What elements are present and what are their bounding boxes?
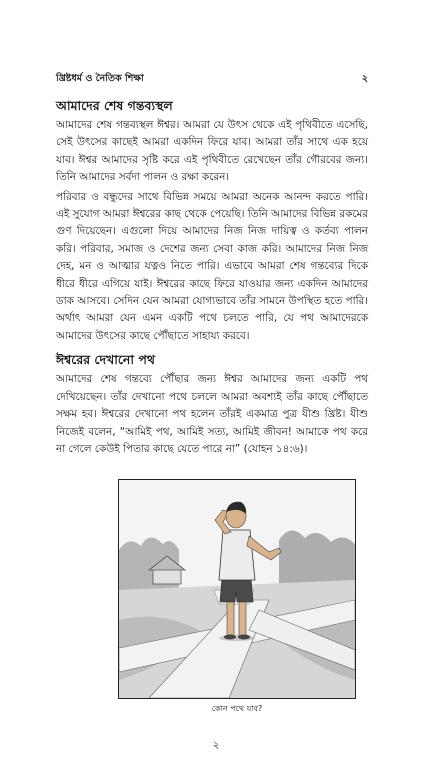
page-content: [56, 98, 368, 460]
header-page-number: ২: [361, 73, 368, 84]
footer-page-number: ২: [212, 740, 220, 751]
paragraph: আমাদের শেষ গন্তব্যস্থল ঈশ্বর। আমরা যে উৎস থেকে এই পৃথিবীতে এসেছি, সেই উৎসের কাছেই আমরা একদিন ফিরে যাব। আমরা তাঁর সাথে এক হয়ে যাব। ঈশ্বর আমাদের সৃষ্টি করে এই পৃথিবীতে রেখেছেন তাঁর গৌরবের জন্য। তিনি আমাদের সর্বদা পালন ও রক্ষা করেন।: [56, 119, 368, 184]
book-title: খ্রিষ্টধর্ম ও নৈতিক শিক্ষা: [56, 73, 144, 84]
paragraph: আমাদের শেষ গন্তব্যে পৌঁছার জন্য ঈশ্বর আমাদের জন্য একটি পথ দেখিয়েছেন। তাঁর দেখানো পথে চললে আমরা অবশ্যই তাঁর কাছে পৌঁছাতে সক্ষম হব। ঈশ্বরের দেখানো পথ হলেন তাঁরই একমাত্র পুত্র যীশু খ্রিষ্ট। যীশু নিজেই বলেন, “আমিই পথ, আমিই সত্য, আমিই জীবন! আমাকে পথ করে না গেলে কেউই পিতার কাছে যেতে পারে না” (যোহন ১৪:৬)।: [56, 373, 368, 455]
crossroads-illustration: [118, 479, 356, 699]
figure-caption: কোন পথে যাব?: [211, 704, 263, 713]
paragraph: পরিবার ও বন্ধুদের সাথে বিভিন্ন সময়ে আমরা অনেক আনন্দ করতে পারি। এই সুযোগ আমরা ঈশ্বরের কাছ থেকে পেয়েছি। তিনি আমাদের বিভিন্ন রকমের গুণ দিয়েছেন। এগুলো দিয়ে আমাদের নিজ নিজ দায়িত্ব ও কর্তব্য পালন করি। পরিবার, সমাজ ও দেশের জন্য সেবা কাজ করি। আমাদের নিজ নিজ দেহ, মন ও আত্মার যত্নও নিতে পারি। এভাবে আমরা শেষ গন্তব্যের দিকে ধীরে ধীরে এগিয়ে যাই। ঈশ্বরের কাছে ফিরে যাওয়ার জন্য একদিন আমাদের ডাক আসবে। সেদিন যেন আমরা যোগ্যভাবে তাঁর সামনে উপস্থিত হতে পারি। অর্থাৎ আমরা যেন এমন একটি পথে চলতে পারি, যে পথ আমাদেরকে আমাদের উৎসের কাছে পৌঁছাতে সাহায্য করবে।: [56, 190, 368, 342]
boy-at-crossroads-drawing: [119, 480, 355, 698]
section-heading-final-destination: আমাদের শেষ গন্তব্যস্থল: [56, 98, 173, 113]
section-heading-gods-path: ঈশ্বরের দেখানো পথ: [56, 352, 155, 368]
running-header: [56, 72, 368, 87]
